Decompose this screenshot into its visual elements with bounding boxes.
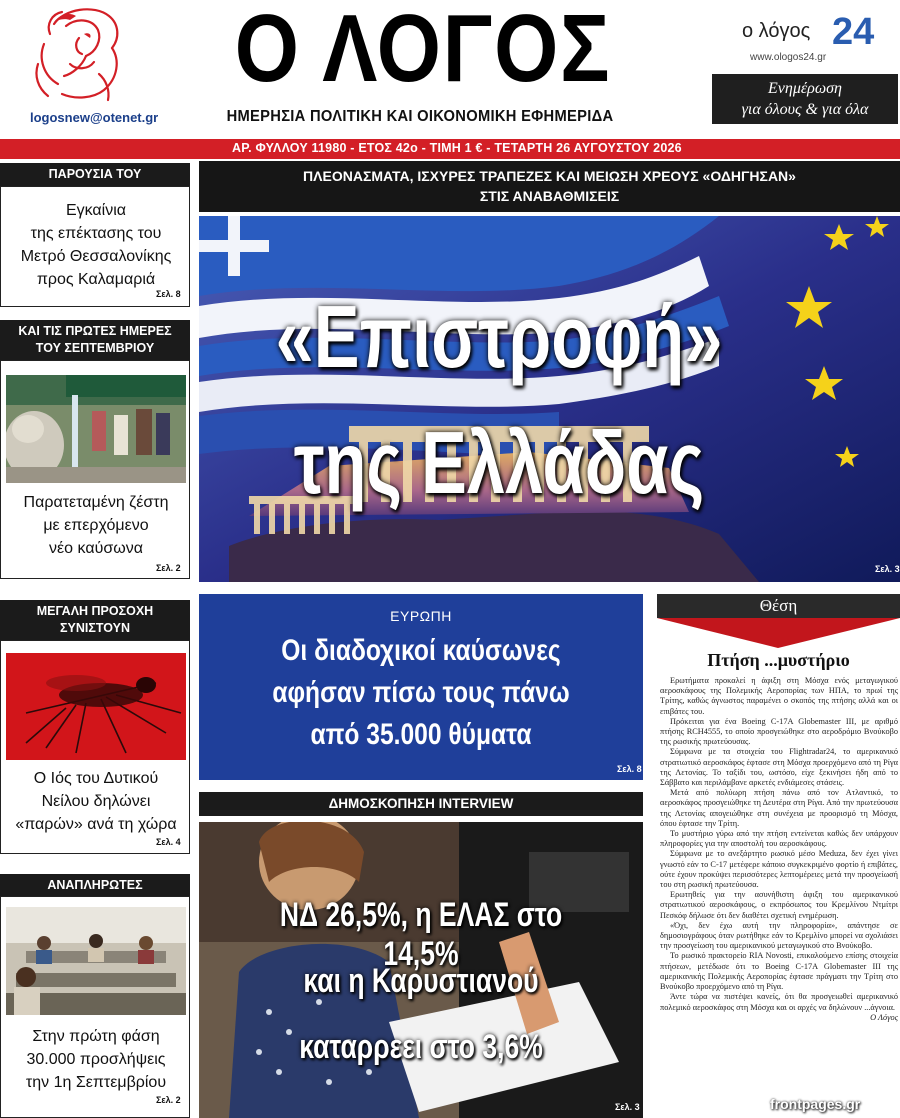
europe-headline-line-1: Οι διαδοχικοί καύσωνες — [281, 634, 561, 667]
left-story-1-text — [1, 199, 191, 291]
left-story-1[interactable] — [0, 186, 190, 307]
opinion-title[interactable]: Πτήση ...μυστήριο — [707, 650, 850, 670]
opinion-paragraph: Ερωτηθείς για την ασυνήθιστη άφιξη του αμερικανικού στρατιωτικού αεροσκάφους, ο εκπρόσωπος του Κρεμλίνου Ντμίτρι Πεσκόφ δήλωσε ότι δεν διαθέτει σχετική ενημέρωση. — [660, 890, 898, 920]
newspaper-title: Ο ΛΟΓΟΣ — [234, 0, 612, 102]
text-line: Ο Ιός του Δυτικού — [33, 770, 159, 787]
text-line: την 1η Σεπτεμβρίου — [25, 1074, 167, 1091]
text-line: Μετρό Θεσσαλονίκης — [20, 248, 172, 265]
opinion-paragraph: Το ρωσικό πρακτορείο RIA Novosti, επικαλούμενο επίσης στοιχεία πτήσεων, μετέδωσε ότι το Boeing C-17A Globemaster III της αμερικανικής Πολεμικής Αεροπορίας έφτασε πράγματι την Τρίτη στο Βνούκοβο προερχόμενο από τη Ρίγα. — [660, 951, 898, 992]
opinion-paragraph: Μετά από πολύωρη πτήση πάνω από τον Ατλαντικό, το αεροσκάφος προσγειώθηκε τη Δευτέρα στη Ρίγα. Από την πρωτεύουσα της Λετονίας απογειώθηκε στη συνέχεια με προορισμό τη Μόσχα, όπου έφτασε την Τρίτη. — [660, 788, 898, 828]
opinion-header-ornament — [657, 618, 900, 648]
opinion-paragraph: Το μυστήριο γύρω από την πτήση εντείνεται καθώς δεν υπάρχουν πληροφορίες για την αποστολή του αεροσκάφους. — [660, 829, 898, 849]
classroom-photo — [6, 907, 186, 1015]
text-line: Παρατεταμένη ζέστη — [23, 494, 169, 511]
text-line: με επερχόμενο — [43, 517, 149, 534]
watermark: frontpages.gr — [770, 1096, 861, 1112]
fountain-photo — [6, 375, 186, 483]
left-story-2[interactable] — [0, 360, 190, 579]
europe-story[interactable] — [199, 594, 643, 780]
europe-kicker: ΕΥΡΩΠΗ — [390, 608, 452, 624]
main-headline-line-1: «Επιστροφή» — [275, 287, 723, 386]
opinion-paragraph: Ερωτήματα προκαλεί η άφιξη στη Μόσχα ενός μεταγωγικού αεροσκάφους της Πολεμικής Αεροπορίας των ΗΠΑ, το πρωί της Τρίτης, καθώς άγνωστος παραμένει ο σκοπός της πτήσης αλλά και οι επιβάτες του. — [660, 676, 898, 716]
opinion-section-header: Θέση — [657, 594, 900, 618]
text-line: προς Καλαμαριά — [36, 271, 156, 288]
ologos24-logo[interactable] — [742, 11, 875, 70]
page-ref: Σελ. 4 — [156, 837, 181, 847]
left-story-1-header: ΠΑΡΟΥΣΙΑ ΤΟΥ — [0, 163, 190, 186]
text-line: Στην πρώτη φάση — [32, 1028, 160, 1045]
left-story-4-header: ΑΝΑΠΛΗΡΩΤΕΣ — [0, 874, 190, 896]
slogan-line-1: Ενημέρωση — [768, 80, 842, 97]
ologos24-url[interactable]: www.ologos24.gr — [750, 52, 827, 63]
europe-headline-line-2: αφήσαν πίσω τους πάνω — [272, 676, 570, 709]
poll-headline-line-2: και η Καρυστιανού — [303, 962, 539, 1000]
left-story-2-text — [1, 491, 191, 560]
main-headline-line-2: της Ελλάδας — [293, 413, 705, 512]
page-ref: Σελ. 3 — [615, 1102, 640, 1112]
opinion-paragraph: Πρόκειται για ένα Boeing C-17A Globemaster III, με αριθμό πτήσης RCH4555, το οποίο προσγειώθηκε στο αεροδρόμιο Βνούκοβο της ρωσικής πρωτεύουσας. — [660, 716, 898, 747]
poll-header: ΔΗΜΟΣΚΟΠΗΣΗ INTERVIEW — [199, 792, 643, 816]
text-line: 30.000 προσλήψεις — [26, 1051, 166, 1068]
left-story-3[interactable] — [0, 640, 190, 854]
contact-email[interactable]: logosnew@otenet.gr — [30, 110, 159, 125]
masthead — [0, 0, 900, 140]
opinion-paragraph: «Όχι, δεν έχω αυτή την πληροφορία», απάντησε σε δημοσιογράφους όταν ρωτήθηκε εάν το Κρεμλίνο μπορεί να σχολιάσει την προσγείωση του αμερικανικού μεταγωγικού στο Βνούκοβο. — [660, 920, 898, 951]
opinion-paragraph: Άντε τώρα να πιστέψει κανείς, ότι θα προσγειωθεί αμερικανικό πολεμικό αεροσκάφος στη Μόσχα και οι αρχές να δηλώνουν ...άγνοια. — [660, 992, 898, 1012]
page-ref: Σελ. 8 — [617, 764, 642, 774]
left-story-4-text — [1, 1025, 191, 1094]
text-line: Εγκαίνια — [65, 202, 127, 219]
left-story-2-header — [0, 320, 190, 360]
header-line: ΜΕΓΑΛΗ ΠΡΟΣΟΧΗ ΣΥΝΙΣΤΟΥΝ — [36, 604, 154, 635]
greece-eu-acropolis-image — [199, 216, 900, 582]
opinion-body — [660, 676, 898, 1116]
logo-illustration — [24, 4, 144, 104]
page-ref: Σελ. 3 — [875, 564, 900, 574]
text-line: «παρών» ανά τη χώρα — [15, 816, 177, 833]
left-story-3-text — [1, 767, 191, 836]
opinion-paragraph: Σύμφωνα με τα στοιχεία του Flightradar24, το αμερικανικό στρατιωτικό αεροσκάφος έφτασε στη Μόσχα προερχόμενο από τη Ρίγα της Λετονίας. Το ταξίδι του, ωστόσο, είχε ξεκινήσει ήδη από το Σάββατο και περιλάμβανε αρκετές ενδιάμεσες στάσεις. — [660, 747, 898, 788]
poll-headline-line-1: ΝΔ 26,5%, η ΕΛΑΣ στο 14,5% — [279, 896, 563, 973]
ologos24-logo-text: ο λόγος — [742, 20, 811, 42]
poll-story[interactable] — [199, 822, 643, 1118]
slogan-box — [712, 74, 898, 124]
header-line: ΤΟΥ ΣΕΠΤΕΜΒΡΙΟΥ — [35, 341, 155, 355]
text-line: της επέκτασης του — [30, 225, 162, 242]
page-ref: Σελ. 8 — [156, 289, 181, 299]
opinion-signature: Ο Λόγος — [870, 1012, 898, 1022]
poll-headline-line-3: καταρρεει στο 3,6% — [299, 1028, 543, 1066]
opinion-paragraph: Σύμφωνα με το ανεξάρτητο ρωσικό μέσο Meduza, δεν έχει γίνει γνωστό εάν το C-17 μετέφερε κάποιο συγκεκριμένο φορτίο ή επιβάτες, ούτε έχουν προκύψει περισσότερες λεπτομέρειες μετά την προσγείωσή του στη ρωσική πρωτεύουσα. — [660, 849, 898, 890]
header-line: ΠΛΕΟΝΑΣΜΑΤΑ, ΙΣΧΥΡΕΣ ΤΡΑΠΕΖΕΣ ΚΑΙ ΜΕΙΩΣΗ ΧΡΕΟΥΣ «ΟΔΗΓΗΣΑΝ» — [303, 168, 796, 184]
left-story-3-header — [0, 600, 190, 640]
newspaper-subtitle: ΗΜΕΡΗΣΙΑ ΠΟΛΙΤΙΚΗ ΚΑΙ ΟΙΚΟΝΟΜΙΚΗ ΕΦΗΜΕΡΙΔΑ — [226, 108, 614, 125]
issue-info: ΑΡ. ΦΥΛΛΟΥ 11980 - ΕΤΟΣ 42ο - ΤΙΜΗ 1 € - ΤΕΤΑΡΤΗ 26 ΑΥΓΟΥΣΤΟΥ 2026 — [232, 141, 682, 155]
issue-info-bar — [0, 139, 900, 159]
left-story-4[interactable] — [0, 896, 190, 1118]
text-line: Νείλου δηλώνει — [41, 793, 151, 810]
main-story[interactable] — [199, 216, 900, 582]
page-ref: Σελ. 2 — [156, 563, 181, 573]
ologos24-logo-number: 24 — [832, 11, 875, 53]
main-story-header — [199, 161, 900, 212]
europe-headline-line-3: από 35.000 θύματα — [310, 718, 532, 751]
text-line: νέο καύσωνα — [49, 540, 143, 557]
header-line: ΣΤΙΣ ΑΝΑΒΑΘΜΙΣΕΙΣ — [479, 188, 620, 204]
slogan-line-2: για όλους & για όλα — [741, 101, 869, 118]
header-line: ΚΑΙ ΤΙΣ ΠΡΩΤΕΣ ΗΜΕΡΕΣ — [18, 324, 172, 338]
page-ref: Σελ. 2 — [156, 1095, 181, 1105]
mosquito-photo — [6, 653, 186, 760]
